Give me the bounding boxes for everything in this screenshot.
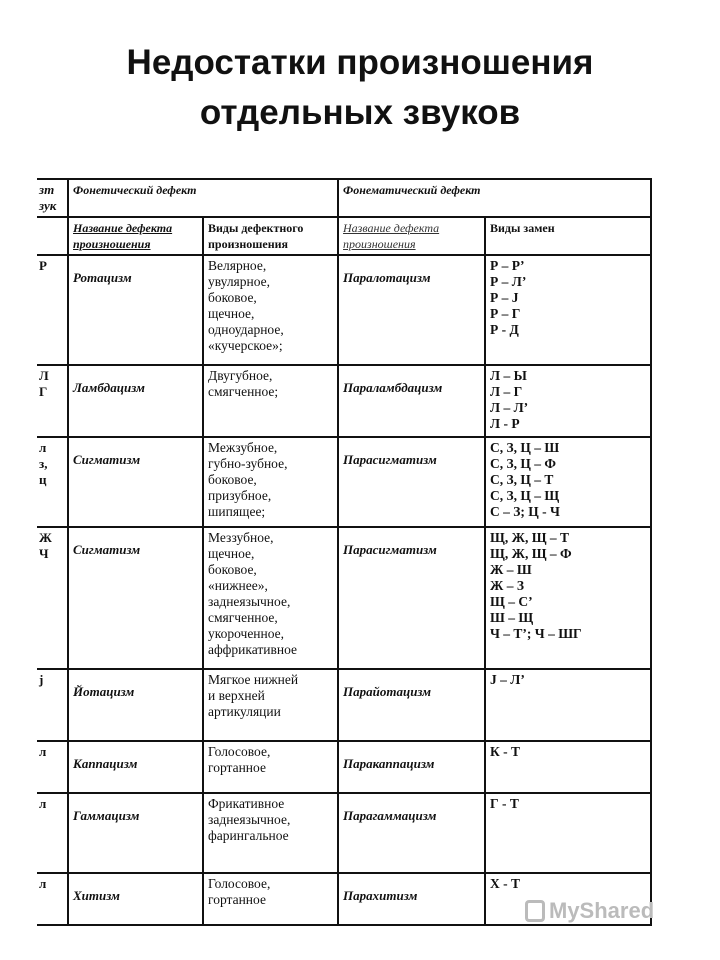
replacement-types-line: Л – Ы xyxy=(490,368,527,383)
sound-cell-line: л xyxy=(39,876,47,891)
defect-name: Хитизм xyxy=(68,873,203,925)
defect-types-line: щечное, xyxy=(208,546,255,561)
replacement-types-line: С, З, Ц – Т xyxy=(490,472,554,487)
replacement-types-line: Р – Г xyxy=(490,306,521,321)
para-defect-name: Парахитизм xyxy=(338,873,485,925)
defect-types-line: губно-зубное, xyxy=(208,456,288,471)
defect-types-line: Голосовое, xyxy=(208,744,271,759)
subheader-row xyxy=(37,217,651,255)
table-row xyxy=(37,669,651,741)
defect-types-line: Двугубное, xyxy=(208,368,273,383)
replacement-types xyxy=(485,793,651,873)
defect-types-line: фарингальное xyxy=(208,828,289,843)
defect-types xyxy=(203,527,338,669)
subheader-repl: Виды замен xyxy=(485,217,651,255)
sound-cell-line: Ж xyxy=(39,530,52,545)
defect-types-line: боковое, xyxy=(208,290,257,305)
para-defect-name: Паралотацизм xyxy=(338,255,485,365)
replacement-types-line: Щ, Ж, Щ – Ф xyxy=(490,546,572,561)
replacement-types xyxy=(485,669,651,741)
header-row xyxy=(37,179,651,217)
defect-types-line: одноударное, xyxy=(208,322,284,337)
replacement-types-line: С, З, Ц – Щ xyxy=(490,488,560,503)
defect-types-line: артикуляции xyxy=(208,704,281,719)
sound-cell-line: Р xyxy=(39,258,47,273)
defect-types-line: укороченное, xyxy=(208,626,285,641)
replacement-types-line: С – З; Ц - Ч xyxy=(490,504,560,519)
replacement-types-line: Г - Т xyxy=(490,796,519,811)
replacement-types-line: Ж – Ш xyxy=(490,562,532,577)
sound-cell-line: ц xyxy=(39,472,47,487)
defects-table xyxy=(37,178,655,926)
replacement-types-line: J – Л’ xyxy=(490,672,525,687)
para-defect-name: Парагаммацизм xyxy=(338,793,485,873)
defect-types-line: Фрикативное xyxy=(208,796,285,811)
header-phonetic: Фонетический дефект xyxy=(68,179,338,217)
defect-types-line: Велярное, xyxy=(208,258,267,273)
defect-types xyxy=(203,669,338,741)
defect-name: Ламбдацизм xyxy=(68,365,203,437)
watermark-text: MyShared xyxy=(549,898,655,923)
sound-cell xyxy=(37,365,68,437)
title-line-1: Недостатки произношения xyxy=(126,43,594,82)
defect-name: Гаммацизм xyxy=(68,793,203,873)
myshared-logo-icon xyxy=(525,900,545,922)
table-row xyxy=(37,793,651,873)
replacement-types-line: Ш – Щ xyxy=(490,610,534,625)
sound-cell xyxy=(37,793,68,873)
sound-cell-line: л xyxy=(39,440,47,455)
replacement-types-line: Р – Р’ xyxy=(490,258,525,273)
replacement-types-line: Р – J xyxy=(490,290,519,305)
defect-types-line: боковое, xyxy=(208,472,257,487)
defect-types-line: «кучерское»; xyxy=(208,338,283,353)
defect-types xyxy=(203,365,338,437)
replacement-types-line: Р – Л’ xyxy=(490,274,527,289)
defect-types xyxy=(203,437,338,527)
header-phonematic: Фонематический дефект xyxy=(338,179,651,217)
subheader-empty xyxy=(37,217,68,255)
subheader-name1: Название дефекта произношения xyxy=(68,217,203,255)
title-line-2: отдельных звуков xyxy=(199,93,521,132)
defect-types-line: Меззубное, xyxy=(208,530,274,545)
replacement-types-line: Л – Г xyxy=(490,384,523,399)
subheader-types: Виды дефектного произношения xyxy=(203,217,338,255)
replacement-types-line: Л - Р xyxy=(490,416,520,431)
defect-types-line: гортанное xyxy=(208,760,266,775)
sound-cell-line: Л xyxy=(39,368,49,383)
replacement-types-line: Щ, Ж, Щ – Т xyxy=(490,530,570,545)
replacement-types xyxy=(485,255,651,365)
defect-types-line: «нижнее», xyxy=(208,578,268,593)
defect-types xyxy=(203,793,338,873)
replacement-types xyxy=(485,437,651,527)
replacement-types xyxy=(485,741,651,793)
replacement-types-line: Ж – З xyxy=(490,578,524,593)
para-defect-name: Парасигматизм xyxy=(338,437,485,527)
sound-cell xyxy=(37,437,68,527)
header-sound-line: зук xyxy=(39,198,57,213)
sound-cell-line: з, xyxy=(39,456,48,471)
para-defect-name: Параламбдацизм xyxy=(338,365,485,437)
sound-cell xyxy=(37,255,68,365)
sound-cell xyxy=(37,527,68,669)
sound-cell-line: л xyxy=(39,744,47,759)
defect-types-line: смягченное; xyxy=(208,384,279,399)
subheader-name2: Название дефекта произношения xyxy=(338,217,485,255)
defect-name: Сигматизм xyxy=(68,437,203,527)
header-sound-line: зт xyxy=(39,182,55,197)
defect-types-line: Мягкое нижней xyxy=(208,672,299,687)
replacement-types xyxy=(485,365,651,437)
defect-types-line: заднеязычное, xyxy=(208,812,291,827)
replacement-types xyxy=(485,527,651,669)
sound-cell-line: Г xyxy=(39,384,48,399)
sound-cell-line: л xyxy=(39,796,47,811)
defect-types-line: и верхней xyxy=(208,688,265,703)
table-row xyxy=(37,365,651,437)
para-defect-name: Парайотацизм xyxy=(338,669,485,741)
defect-types-line: щечное, xyxy=(208,306,255,321)
defect-types xyxy=(203,873,338,925)
defect-types-line: заднеязычное, xyxy=(208,594,291,609)
sound-cell xyxy=(37,741,68,793)
replacement-types-line: С, З, Ц – Ф xyxy=(490,456,556,471)
defect-types-line: аффрикативное xyxy=(208,642,298,657)
defect-types-line: гортанное xyxy=(208,892,266,907)
table-row xyxy=(37,437,651,527)
page-title xyxy=(0,38,720,138)
replacement-types-line: Р - Д xyxy=(490,322,519,337)
defect-name: Ротацизм xyxy=(68,255,203,365)
defect-types-line: увулярное, xyxy=(208,274,271,289)
replacement-types-line: Х - Т xyxy=(490,876,521,891)
watermark xyxy=(525,898,654,924)
sound-cell-line: j xyxy=(39,672,44,687)
defect-types-line: боковое, xyxy=(208,562,257,577)
table-row xyxy=(37,527,651,669)
defect-types-line: Межзубное, xyxy=(208,440,278,455)
replacement-types-line: Щ – С’ xyxy=(490,594,533,609)
defect-types xyxy=(203,255,338,365)
defect-types-line: призубное, xyxy=(208,488,272,503)
defect-name: Сигматизм xyxy=(68,527,203,669)
replacement-types-line: Л – Л’ xyxy=(490,400,529,415)
defect-types xyxy=(203,741,338,793)
table-row xyxy=(37,255,651,365)
defect-types-line: шипящее; xyxy=(208,504,266,519)
sound-cell xyxy=(37,669,68,741)
replacement-types-line: С, З, Ц – Ш xyxy=(490,440,560,455)
defect-name: Каппацизм xyxy=(68,741,203,793)
defect-types-line: Голосовое, xyxy=(208,876,271,891)
replacement-types-line: Ч – Т’; Ч – ШГ xyxy=(490,626,582,641)
table-row xyxy=(37,741,651,793)
para-defect-name: Паракаппацизм xyxy=(338,741,485,793)
replacement-types-line: К - Т xyxy=(490,744,521,759)
sound-cell-line: Ч xyxy=(39,546,49,561)
defect-types-line: смягченное, xyxy=(208,610,278,625)
defect-name: Йотацизм xyxy=(68,669,203,741)
sound-cell xyxy=(37,873,68,925)
para-defect-name: Парасигматизм xyxy=(338,527,485,669)
header-sound-cell xyxy=(37,179,68,217)
